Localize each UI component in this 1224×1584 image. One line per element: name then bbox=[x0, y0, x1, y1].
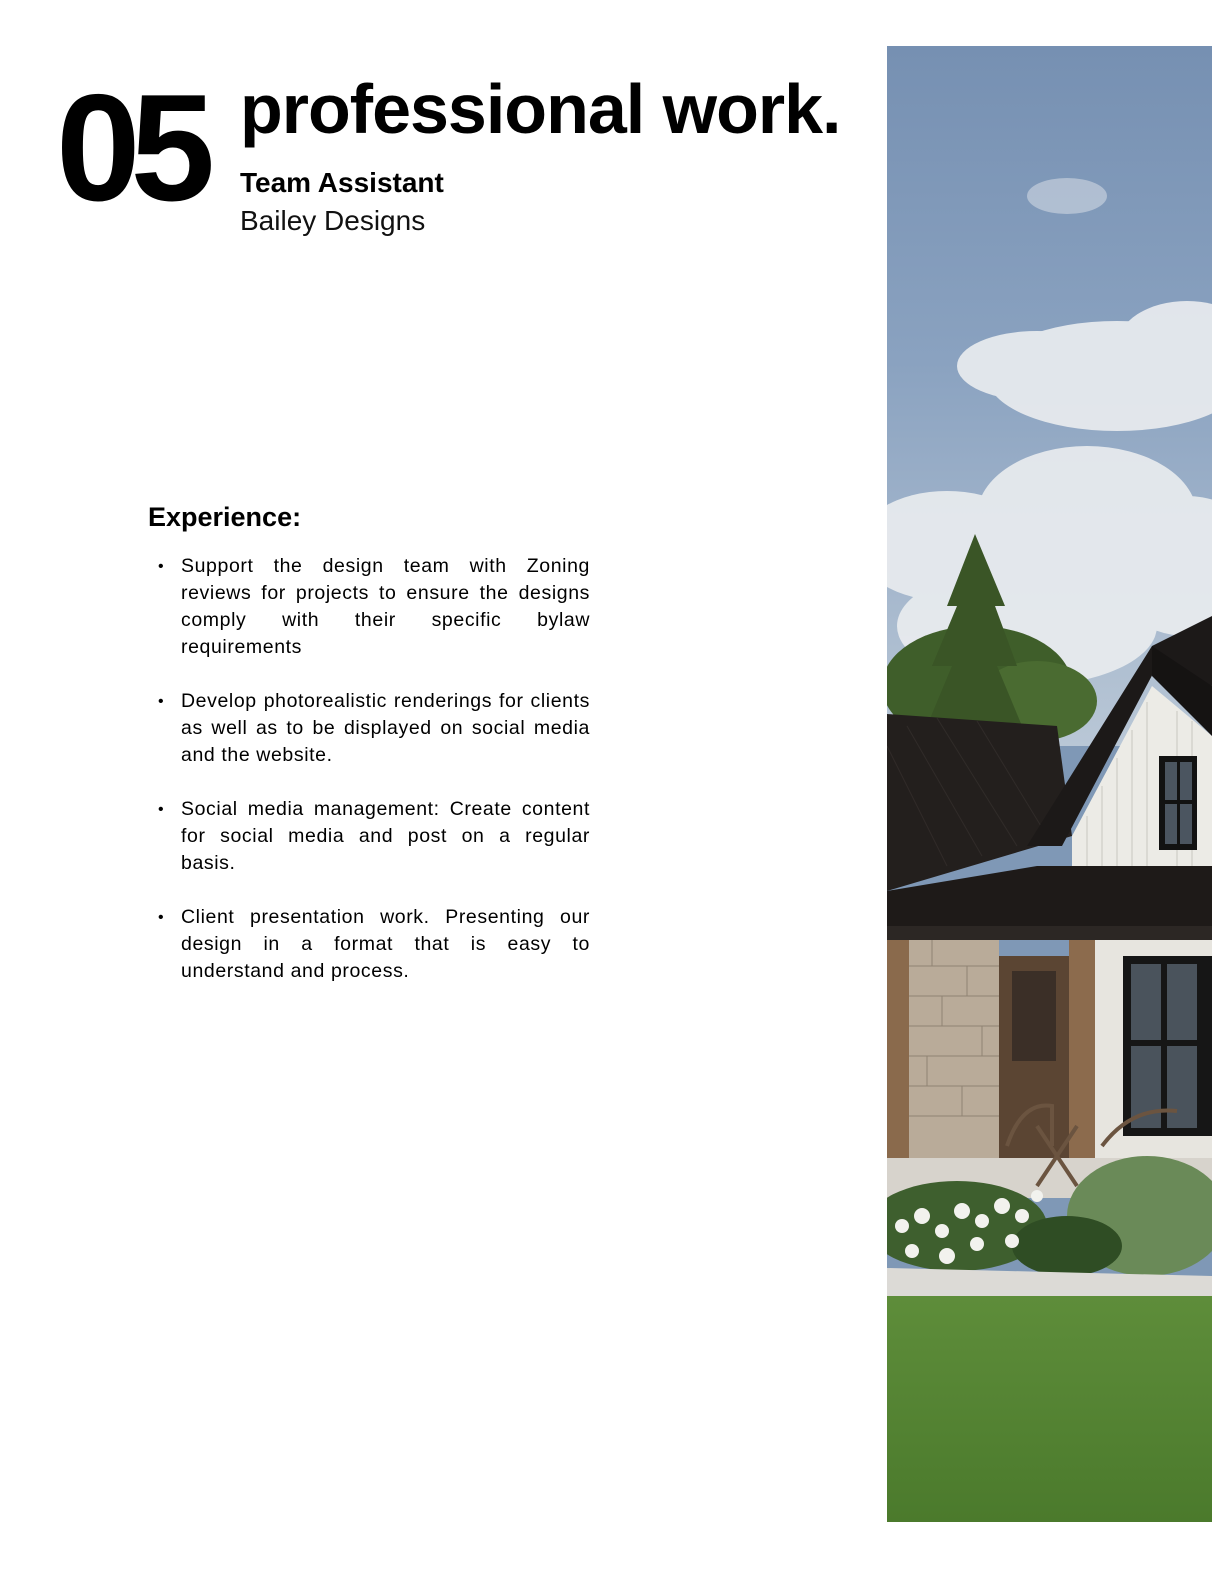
experience-item-text: Client presentation work. Presenting our design in a format that is easy to understand and process. bbox=[181, 906, 590, 982]
experience-item-text: Develop photorealistic renderings for clients as well as to be displayed on social media and the website. bbox=[181, 690, 590, 766]
lawn bbox=[887, 1296, 1212, 1522]
house-rendering-image bbox=[887, 46, 1212, 1522]
section-title: professional work. bbox=[240, 70, 841, 148]
bullet-icon: • bbox=[158, 909, 165, 926]
experience-list bbox=[148, 553, 590, 1012]
bullet-icon: • bbox=[158, 801, 165, 818]
section-number: 05 bbox=[56, 63, 206, 233]
porch-column bbox=[1069, 940, 1095, 1190]
experience-item bbox=[148, 904, 590, 985]
bullet-icon: • bbox=[158, 558, 165, 575]
experience-heading: Experience: bbox=[148, 502, 302, 532]
experience-item-text: Support the design team with Zoning reviews for projects to ensure the designs comply with their specific bylaw requirements bbox=[181, 555, 590, 658]
stone-wall bbox=[909, 940, 999, 1160]
experience-item bbox=[148, 796, 590, 877]
experience-item bbox=[148, 688, 590, 769]
role-title: Team Assistant bbox=[240, 167, 444, 198]
experience-item-text: Social media management: Create content for social media and post on a regular basis. bbox=[181, 798, 590, 874]
experience-item bbox=[148, 553, 590, 661]
bullet-icon: • bbox=[158, 693, 165, 710]
company-name: Bailey Designs bbox=[240, 205, 426, 236]
porch-column bbox=[887, 940, 909, 1170]
